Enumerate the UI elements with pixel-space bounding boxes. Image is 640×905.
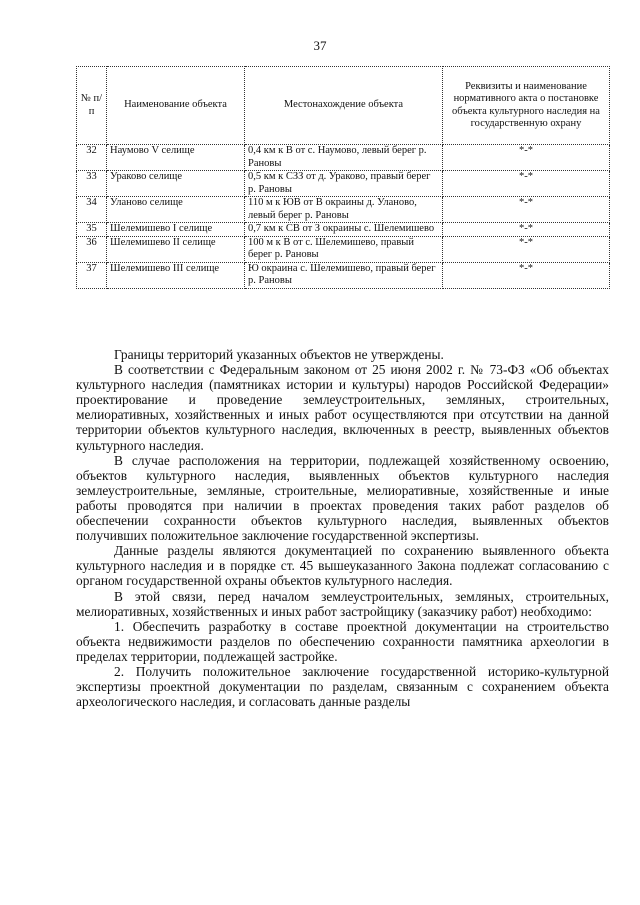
page-number: 37 — [313, 38, 327, 53]
row-location: 110 м к ЮВ от В окраины д. Уланово, левый берег р. Рановы — [245, 197, 443, 223]
row-name: Шелемишево I селище — [107, 223, 245, 237]
row-requisites: *-* — [443, 223, 610, 237]
table-row — [77, 236, 610, 262]
row-num: 35 — [77, 223, 107, 237]
row-requisites: *-* — [443, 171, 610, 197]
table-row — [77, 197, 610, 223]
header-num: № п/п — [77, 67, 107, 145]
header-location: Местонахождение объекта — [245, 67, 443, 145]
row-num: 37 — [77, 262, 107, 288]
table-row — [77, 223, 610, 237]
row-name: Ураково селище — [107, 171, 245, 197]
row-num: 36 — [77, 236, 107, 262]
table-row — [77, 145, 610, 171]
table-header-row — [77, 67, 610, 145]
paragraph-item-2: 2. Получить положительное заключение государственной историко-культурной экспертизы проектной документации по разделам, связанным с сохранением объекта археологического наследия, и согласовать данные разделы — [76, 663, 609, 710]
row-num: 33 — [77, 171, 107, 197]
paragraph-developer-obligations: В этой связи, перед началом землеустроительных, земляных, строительных, мелиоративных, хозяйственных и иных работ застройщику (заказчику работ) необходимо: — [76, 588, 609, 619]
paragraph-item-1: 1. Обеспечить разработку в составе проектной документации на строительство объекта недвижимости разделов по обеспечению сохранности памятника археологии в пределах территории, подлежащей застройке. — [76, 618, 609, 664]
row-requisites: *-* — [443, 236, 610, 262]
header-name: Наименование объекта — [107, 67, 245, 145]
heritage-objects-table — [76, 66, 610, 289]
row-requisites: *-* — [443, 262, 610, 288]
row-location: 0,5 км к СЗЗ от д. Ураково, правый берег р. Рановы — [245, 171, 443, 197]
row-requisites: *-* — [443, 145, 610, 171]
row-name: Наумово V селище — [107, 145, 245, 171]
row-name: Шелемишево II селище — [107, 236, 245, 262]
paragraph-borders-note: Границы территорий указанных объектов не утверждены. — [114, 347, 444, 362]
row-location: Ю окраина с. Шелемишево, правый берег р. Рановы — [245, 262, 443, 288]
paragraph-development-case: В случае расположения на территории, подлежащей хозяйственному освоению, объектов культурного наследия, выявленных объектов культурного наследия землеустроительные, земляные, строительные, мелиоративные, хозяйственные и иные работы проводятся при наличии в проектах проведения таких работ разделов об обеспечении сохранности объектов культурного наследия, выявленных объектов получивших положительное заключение государственной экспертизы. — [76, 452, 609, 544]
table-row — [77, 262, 610, 288]
row-num: 34 — [77, 197, 107, 223]
paragraph-law-reference: В соответствии с Федеральным законом от 25 июня 2002 г. № 73-ФЗ «Об объектах культурного наследия (памятниках истории и культуры) народов Российской Федерации» проектирование и проведение землеустроительных, земляных, строительных, мелиоративных, хозяйственных и иных работ осуществляются при отсутствии на данной территории объектов культурного наследия, включенных в реестр, выявленных объектов культурного наследия. — [76, 362, 609, 453]
body-text — [76, 347, 609, 709]
row-location: 0,7 км к СВ от З окраины с. Шелемишево — [245, 223, 443, 237]
paragraph-documentation: Данные разделы являются документацией по сохранению выявленного объекта культурного наследия и в порядке ст. 45 вышеуказанного Закона подлежат согласованию с органом государственной охраны объектов культурного наследия. — [76, 543, 609, 589]
row-location: 0,4 км к В от с. Наумово, левый берег р. Рановы — [245, 145, 443, 171]
row-name: Шелемишево III селище — [107, 262, 245, 288]
row-name: Уланово селище — [107, 197, 245, 223]
row-location: 100 м к В от с. Шелемишево, правый берег р. Рановы — [245, 236, 443, 262]
row-num: 32 — [77, 145, 107, 171]
table-row — [77, 171, 610, 197]
row-requisites: *-* — [443, 197, 610, 223]
header-requisites: Реквизиты и наименование нормативного акта о постановке объекта культурного наследия на государственную охрану — [443, 67, 610, 145]
